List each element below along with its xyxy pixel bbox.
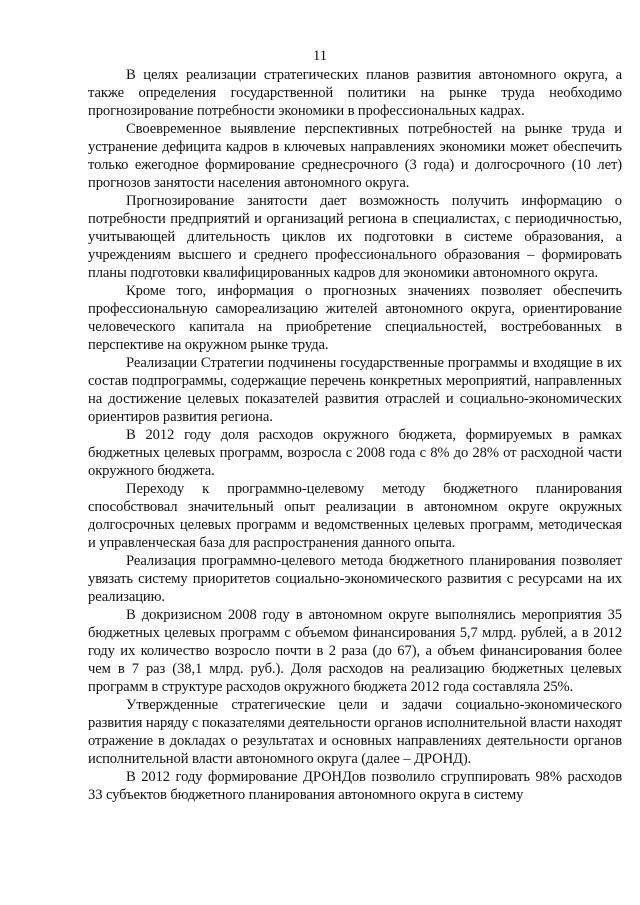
paragraph-11: В 2012 году формирование ДРОНДов позволило сгруппировать 98% расходов 33 субъектов бюджетного планирования автономного округа в систему [88,769,622,803]
paragraph-3: Прогнозирование занятости дает возможность получить информацию о потребности предприятий и организаций региона в специалистах, с периодичностью, учитывающей длительность циклов их подготовки в системе образования, а учреждениям высшего и среднего профессионального образования – формировать планы подготовки квалифицированных кадров для экономики автономного округа. [88,193,622,281]
paragraph-7: Переходу к программно-целевому методу бюджетного планирования способствовал значительный опыт реализации в автономном округе окружных долгосрочных целевых программ и ведомственных целевых программ, методическая и управленческая база для распространения данного опыта. [88,481,622,551]
paragraph-10: Утвержденные стратегические цели и задачи социально-экономического развития наряду с показателями деятельности органов исполнительной власти находят отражение в докладах о результатах и основных направлениях деятельности органов исполнительной власти автономного округа (далее – ДРОНД). [88,697,622,767]
paragraph-9: В докризисном 2008 году в автономном округе выполнялись мероприятия 35 бюджетных целевых программ с объемом финансирования 5,7 млрд. рублей, а в 2012 году их количество возросло почти в 2 раза (до 67), а объем финансирования более чем в 7 раз (38,1 млрд. руб.). Доля расходов на реализацию бюджетных целевых программ в структуре расходов окружного бюджета 2012 года составляла 25%. [88,607,622,695]
paragraph-5: Реализации Стратегии подчинены государственные программы и входящие в их состав подпрограммы, содержащие перечень конкретных мероприятий, направленных на достижение целевых показателей развития отраслей и социально-экономических ориентиров развития региона. [88,355,622,425]
body-text [88,66,622,804]
paragraph-4: Кроме того, информация о прогнозных значениях позволяет обеспечить профессиональную самореализацию жителей автономного округа, ориентирование человеческого капитала на приобретение специальностей, востребованных в перспективе на окружном рынке труда. [88,283,622,353]
paragraph-8: Реализация программно-целевого метода бюджетного планирования позволяет увязать систему приоритетов социально-экономического развития с ресурсами на их реализацию. [88,553,622,605]
paragraph-6: В 2012 году доля расходов окружного бюджета, формируемых в рамках бюджетных целевых программ, возросла с 2008 года с 8% до 28% от расходной части окружного бюджета. [88,427,622,479]
paragraph-2: Своевременное выявление перспективных потребностей на рынке труда и устранение дефицита кадров в ключевых направлениях экономики может обеспечить только ежегодное формирование среднесрочного (3 года) и долгосрочного (10 лет) прогнозов занятости населения автономного округа. [88,121,622,191]
paragraph-1: В целях реализации стратегических планов развития автономного округа, а также определения государственной политики на рынке труда необходимо прогнозирование потребности экономики в профессиональных кадрах. [88,67,622,119]
page-number: 11 [313,48,327,64]
